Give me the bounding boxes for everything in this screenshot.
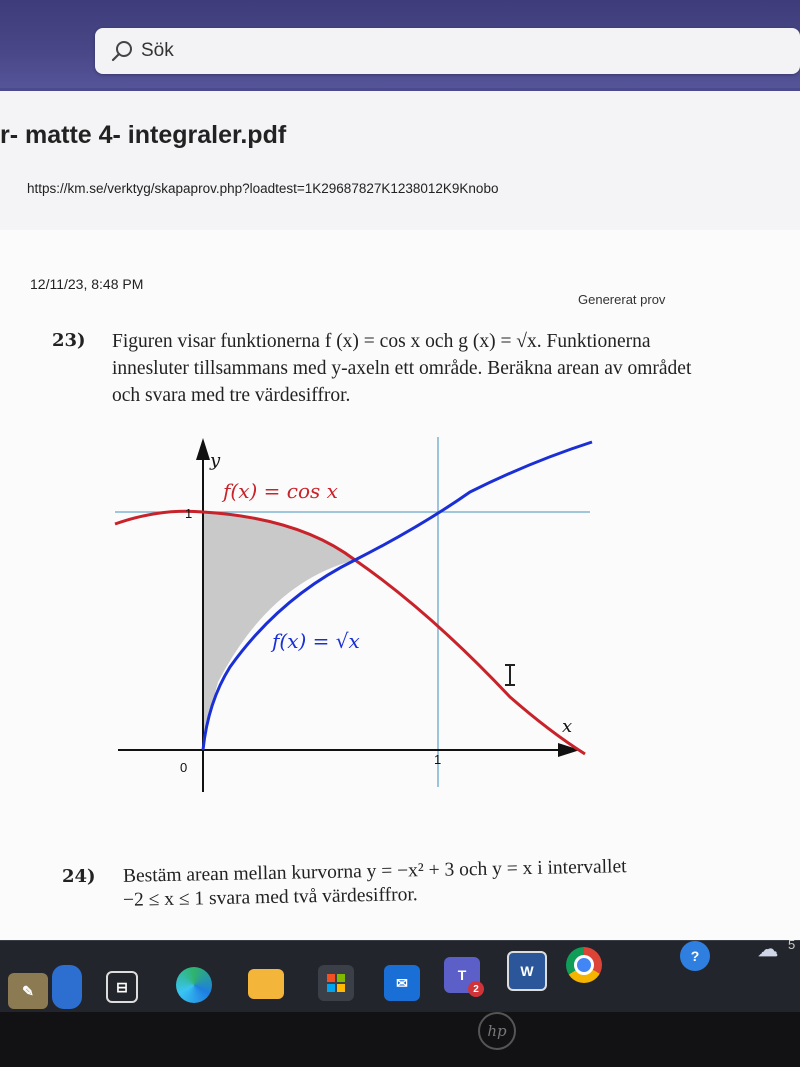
question-23-line1: Figuren visar funktionerna f (x) = cos x och g (x) = √x. Funktionerna xyxy=(112,331,651,352)
backpack-app-icon[interactable] xyxy=(52,965,82,1009)
axis-label-y: y xyxy=(210,450,221,471)
taskview-icon[interactable]: ⊟ xyxy=(106,971,138,1003)
question-23-number: 23) xyxy=(52,330,86,351)
mail-icon[interactable]: ✉ xyxy=(384,965,420,1001)
document-url[interactable]: https://km.se/verktyg/skapaprov.php?loadtest=1K29687827K1238012K9Knobo xyxy=(27,181,499,196)
help-icon[interactable]: ? xyxy=(680,941,710,971)
question-23-line2: innesluter tillsammans med y-axeln ett område. Beräkna arean av området xyxy=(112,358,692,379)
teams-icon[interactable]: T 2 xyxy=(444,957,480,993)
label-sqrt: f(x) = √x xyxy=(272,629,360,653)
pdf-page xyxy=(0,230,800,940)
document-title: r- matte 4- integraler.pdf xyxy=(0,121,287,149)
search-box[interactable] xyxy=(95,28,800,74)
store-grid-icon xyxy=(326,973,346,993)
print-timestamp: 12/11/23, 8:48 PM xyxy=(30,276,144,292)
y-axis-arrow xyxy=(196,438,210,460)
hp-logo: hp xyxy=(478,1012,516,1050)
search-label: Sök xyxy=(141,40,174,61)
text-cursor-icon xyxy=(505,665,515,685)
axis-label-x: x xyxy=(562,716,573,737)
file-explorer-icon[interactable] xyxy=(248,969,284,999)
question-24-line1: Bestäm arean mellan kurvorna y = −x² + 3 och y = x i intervallet xyxy=(122,856,627,887)
tick-y1: 1 xyxy=(185,506,193,521)
chrome-icon[interactable] xyxy=(566,947,602,983)
page-header-right: Genererat prov xyxy=(578,292,666,307)
edge-icon[interactable] xyxy=(176,967,212,1003)
tick-origin: 0 xyxy=(180,760,188,775)
weather-temp: 5 xyxy=(788,937,796,952)
label-cos: f(x) = cos x xyxy=(223,479,338,503)
teams-badge: 2 xyxy=(468,981,484,997)
question-24-line2: −2 ≤ x ≤ 1 svara med två värdesiffror. xyxy=(122,884,418,911)
laptop-bezel xyxy=(0,1012,800,1067)
question-23-line3: och svara med tre värdesiffror. xyxy=(112,385,351,406)
store-icon[interactable] xyxy=(318,965,354,1001)
weather-icon[interactable]: ☁ xyxy=(758,938,778,961)
pdf-header xyxy=(0,88,800,231)
explorer-app-icon[interactable]: ✎ xyxy=(8,973,48,1009)
word-icon[interactable]: W xyxy=(507,951,547,991)
question-24-number: 24) xyxy=(62,866,96,887)
top-bar xyxy=(0,0,800,88)
tick-x1: 1 xyxy=(434,752,442,767)
taskbar xyxy=(0,937,800,1013)
search-icon xyxy=(109,38,135,64)
function-figure xyxy=(100,432,620,802)
